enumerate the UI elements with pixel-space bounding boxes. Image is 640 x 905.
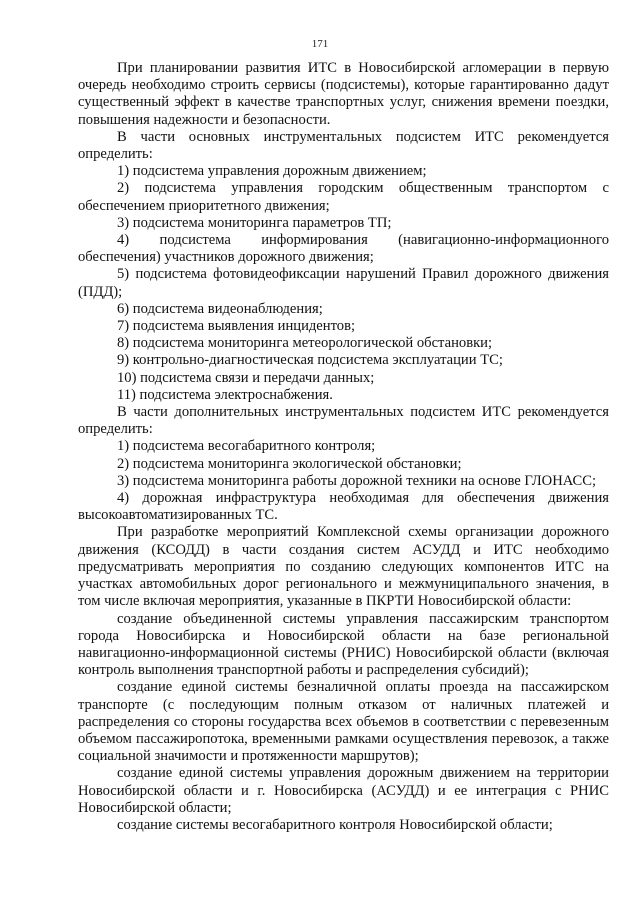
paragraph-main-subsystems-heading: В части основных инструментальных подсистем ИТС рекомендуется определить: — [78, 128, 609, 163]
paragraph-additional-subsystems-heading: В части дополнительных инструментальных подсистем ИТС рекомендуется определить: — [78, 404, 609, 438]
list-item: 10) подсистема связи и передачи данных; — [117, 369, 375, 386]
list-item: 4) дорожная инфраструктура необходимая для обеспечения движения высокоавтоматизированных ТС. — [78, 490, 609, 524]
list-item: 6) подсистема видеонаблюдения; — [117, 300, 323, 317]
paragraph-measure: создание единой системы безналичной оплаты проезда на пассажирском транспорте (с последующим полным отказом от наличных платежей и распределения со стороны государства всех объемов в соответствии с перевезенным объемом пассажиропотока, временными рамками осуществления перевозок, а также социальной значимости и протяженности маршрутов); — [78, 679, 609, 765]
list-item: 3) подсистема мониторинга параметров ТП; — [117, 214, 392, 231]
list-item: 2) подсистема управления городским общественным транспортом с обеспечением приоритетного движения; — [78, 180, 609, 214]
list-item: 2) подсистема мониторинга экологической обстановки; — [117, 455, 462, 472]
list-item: 8) подсистема мониторинга метеорологической обстановки; — [117, 335, 493, 352]
list-item: 5) подсистема фотовидеофиксации нарушений Правил дорожного движения (ПДД); — [78, 266, 609, 300]
paragraph-measure: создание единой системы управления дорожным движением на территории Новосибирской области и г. Новосибирска (АСУДД) и ее интеграция с РНИС Новосибирской области; — [78, 765, 609, 816]
list-item: 3) подсистема мониторинга работы дорожной техники на основе ГЛОНАСС; — [117, 472, 597, 489]
list-item: 1) подсистема управления дорожным движением; — [117, 163, 427, 180]
page-number: 171 — [311, 38, 329, 50]
document-body — [78, 60, 609, 834]
list-item: 4) подсистема информирования (навигационно-информационного обеспечения) участников дорожного движения; — [78, 232, 609, 266]
list-item: 9) контрольно-диагностическая подсистема эксплуатации ТС; — [117, 352, 503, 369]
list-item: 7) подсистема выявления инцидентов; — [117, 318, 356, 335]
paragraph-ksodd: При разработке мероприятий Комплексной схемы организации дорожного движения (КСОДД) в части создания систем АСУДД и ИТС необходимо предусматривать мероприятия по созданию следующих компонентов ИТС на участках автомобильных дорог регионального и межмуниципального значения, в том числе включая мероприятия, указанные в ПКРТИ Новосибирской области: — [78, 524, 609, 610]
paragraph-measure: создание системы весогабаритного контроля Новосибирской области; — [117, 816, 553, 833]
list-item: 1) подсистема весогабаритного контроля; — [117, 438, 376, 455]
list-item: 11) подсистема электроснабжения. — [117, 386, 333, 403]
paragraph-measure: создание объединенной системы управления пассажирским транспортом города Новосибирска и Новосибирской области на базе региональной навигационно-информационной системы (РНИС) Новосибирской области (включая контроль выполнения транспортной работы и распределения субсидий); — [78, 610, 609, 679]
paragraph-intro: При планировании развития ИТС в Новосибирской агломерации в первую очередь необходимо строить сервисы (подсистемы), которые гарантированно дадут существенный эффект в качестве транспортных услуг, снижения времени поездки, повышения надежности и безопасности. — [78, 60, 609, 128]
